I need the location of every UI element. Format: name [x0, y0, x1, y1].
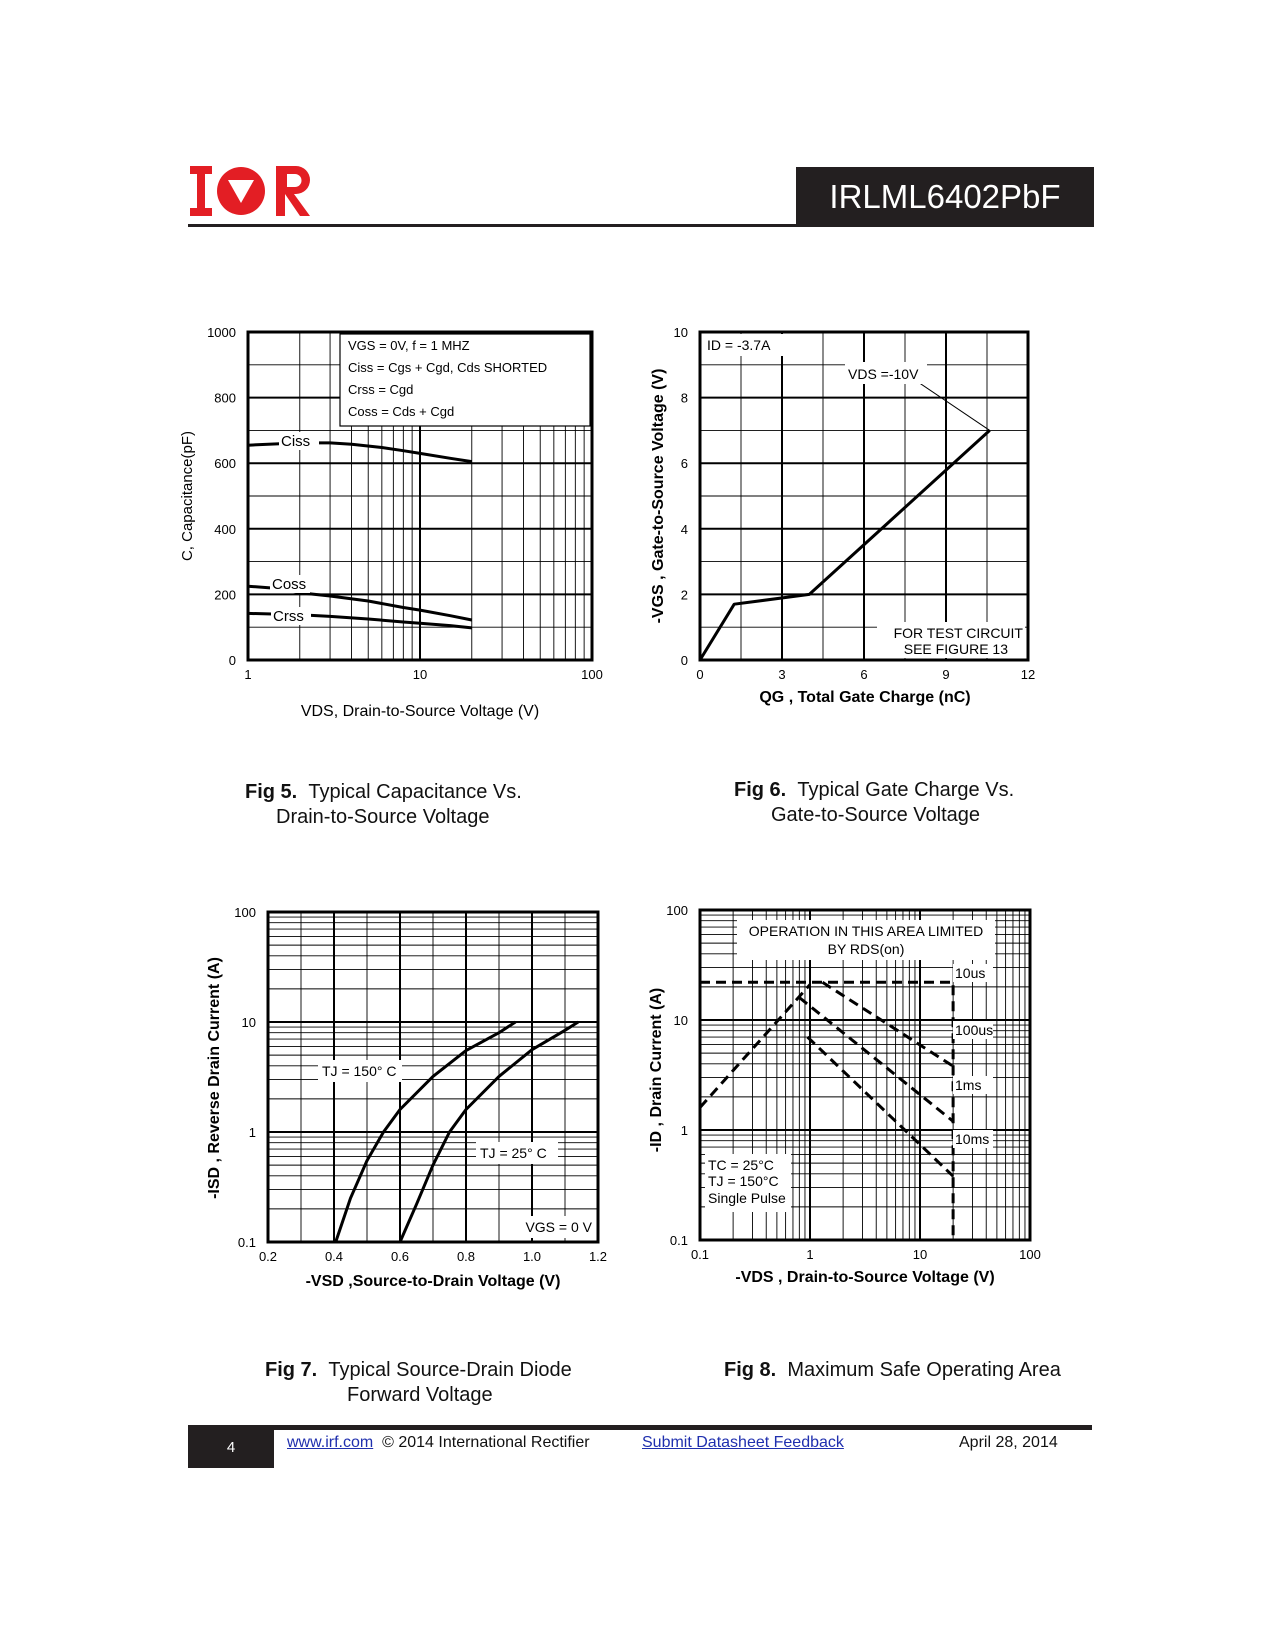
pulse-label: 10ms	[955, 1131, 990, 1147]
x-tick-label: 1.2	[588, 1249, 608, 1264]
y-tick-label: 1	[680, 1123, 688, 1138]
y-axis-label: -ID , Drain Current (A)	[648, 987, 665, 1153]
x-tick-label: 1	[244, 667, 252, 682]
x-tick-label: 100	[1019, 1247, 1041, 1262]
x-tick-label: 0.4	[324, 1249, 344, 1264]
series-label: Ciss	[281, 433, 311, 450]
y-tick-label: 100	[666, 903, 688, 918]
footer-rule	[188, 1425, 1092, 1430]
rds-limit-note: BY RDS(on)	[827, 941, 905, 957]
x-tick-label: 0.8	[456, 1249, 476, 1264]
legend-line: Crss = Cgd	[348, 382, 414, 397]
legend-line: Coss = Cds + Cgd	[348, 404, 455, 419]
tc-label: TC = 25°C	[708, 1157, 774, 1173]
test-circuit-note: FOR TEST CIRCUIT	[893, 625, 1023, 641]
x-tick-label: 0.2	[258, 1249, 278, 1264]
y-tick-label: 1	[248, 1125, 256, 1140]
tj25-label: TJ = 25° C	[480, 1145, 547, 1161]
y-tick-label: 0	[680, 653, 688, 668]
y-axis-label: -VGS , Gate-to-Source Voltage (V)	[650, 368, 667, 624]
x-tick-label: 0.6	[390, 1249, 410, 1264]
legend-line: VGS = 0V, f = 1 MHZ	[348, 338, 470, 353]
pulse-label: 1ms	[955, 1077, 982, 1093]
x-tick-label: 1	[806, 1247, 814, 1262]
y-tick-label: 2	[680, 587, 688, 603]
x-tick-label: 3	[778, 667, 786, 682]
fig6-chart	[650, 325, 1095, 750]
series-100us	[823, 982, 954, 1066]
fig5-chart	[170, 325, 650, 760]
part-number-title: IRLML6402PbF	[796, 167, 1094, 227]
rds-limit-note: OPERATION IN THIS AREA LIMITED	[748, 923, 984, 939]
footer-date: April 28, 2014	[959, 1434, 1058, 1451]
x-tick-label: 0.1	[690, 1247, 710, 1262]
pulse-label: 100us	[955, 1022, 994, 1038]
annotation-leader	[915, 380, 990, 430]
fig6-caption: Fig 6. Typical Gate Charge Vs. Gate-to-Source Voltage	[734, 779, 1015, 826]
y-tick-label: 0.1	[669, 1233, 688, 1248]
fig7-chart	[200, 905, 640, 1330]
vgs-label: VGS = 0 V	[525, 1219, 592, 1235]
tj-label: TJ = 150°C	[708, 1173, 779, 1189]
vds-annotation: VDS =-10V	[848, 366, 919, 382]
y-tick-label: 6	[680, 456, 688, 472]
footer-feedback	[642, 1434, 844, 1452]
ir-logo	[188, 163, 318, 221]
x-tick-label: 9	[942, 667, 950, 682]
series-label: Coss	[272, 576, 307, 593]
fig8-caption: Fig 8. Maximum Safe Operating Area	[724, 1359, 1061, 1381]
copyright: © 2014 International Rectifier	[382, 1434, 590, 1451]
y-tick-label: 200	[214, 587, 236, 603]
feedback-link[interactable]: Submit Datasheet Feedback	[642, 1434, 844, 1451]
y-tick-label: 1000	[207, 325, 236, 340]
series-rds-on-limit	[700, 985, 810, 1108]
y-axis-label: -ISD , Reverse Drain Current (A)	[206, 957, 223, 1199]
x-tick-label: 10	[412, 667, 428, 682]
y-tick-label: 100	[234, 905, 256, 920]
id-annotation: ID = -3.7A	[707, 337, 771, 353]
x-tick-label: 1.0	[522, 1249, 542, 1264]
y-axis-label: C, Capacitance(pF)	[179, 430, 196, 562]
single-pulse-label: Single Pulse	[708, 1190, 786, 1206]
y-tick-label: 10	[673, 1013, 688, 1028]
x-tick-label: 12	[1020, 667, 1036, 682]
x-axis-label: -VDS , Drain-to-Source Voltage (V)	[735, 1269, 995, 1286]
y-tick-label: 4	[680, 521, 688, 537]
site-link[interactable]: www.irf.com	[287, 1434, 374, 1451]
fig8-chart	[648, 903, 1095, 1320]
y-tick-label: 800	[214, 390, 236, 406]
x-tick-label: 0	[696, 667, 704, 682]
y-tick-label: 600	[214, 456, 236, 472]
x-axis-label: -VSD ,Source-to-Drain Voltage (V)	[305, 1273, 561, 1290]
page-number: 4	[188, 1425, 274, 1468]
y-tick-label: 400	[214, 521, 236, 537]
x-axis-label: QG , Total Gate Charge (nC)	[759, 689, 971, 706]
legend-line: Ciss = Cgs + Cgd, Cds SHORTED	[348, 360, 548, 375]
y-tick-label: 8	[680, 390, 688, 406]
test-circuit-note: SEE FIGURE 13	[903, 641, 1008, 657]
x-tick-label: 10	[912, 1247, 928, 1262]
y-tick-label: 0	[228, 653, 236, 668]
x-axis-label: VDS, Drain-to-Source Voltage (V)	[300, 703, 540, 720]
y-tick-label: 10	[241, 1015, 256, 1030]
pulse-label: 10us	[955, 965, 986, 981]
x-tick-label: 100	[581, 667, 603, 682]
tj150-label: TJ = 150° C	[322, 1063, 397, 1079]
series-label: Crss	[273, 608, 304, 625]
y-tick-label: 0.1	[237, 1235, 256, 1250]
fig5-caption: Fig 5. Typical Capacitance Vs. Drain-to-Source Voltage	[245, 781, 522, 828]
footer-left	[287, 1434, 590, 1452]
fig7-caption: Fig 7. Typical Source-Drain Diode Forward Voltage	[265, 1359, 572, 1406]
y-tick-label: 10	[673, 325, 688, 340]
header-rule	[188, 224, 796, 227]
series-10ms	[808, 1037, 954, 1176]
x-tick-label: 6	[860, 667, 868, 682]
